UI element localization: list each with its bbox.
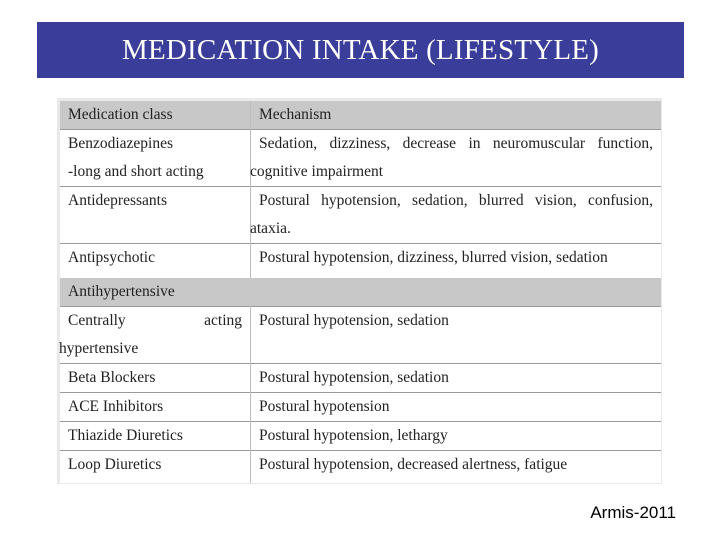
class-name: Beta Blockers (60, 364, 251, 393)
row-mechanism-cell (251, 130, 662, 187)
row-mechanism-cell (251, 187, 662, 244)
mechanism-text: Postural hypotension, sedation (251, 307, 662, 364)
class-subtitle: -long and short acting (68, 163, 204, 180)
class-name (68, 307, 242, 335)
table-row (60, 451, 661, 484)
header-medication-class: Medication class (60, 101, 251, 130)
mechanism-text-cont: cognitive impairment (250, 163, 384, 180)
table-row (60, 393, 661, 422)
section-row-antihypertensive (60, 278, 661, 307)
mechanism-text: Postural hypotension (251, 393, 662, 422)
mechanism-text-cont: ataxia. (250, 220, 291, 237)
mechanism-text: Postural hypotension, sedation (251, 364, 662, 393)
table-row (60, 422, 661, 451)
mechanism-text: Postural hypotension, decreased alertness, fatigue (251, 451, 662, 484)
table-row (60, 187, 661, 244)
medication-table (60, 101, 661, 483)
class-name: Antidepressants (68, 192, 168, 209)
mechanism-text: Postural hypotension, dizziness, blurred vision, sedation (251, 244, 662, 279)
class-name-cont: hypertensive (59, 340, 139, 357)
credit-text: Armis-2011 (590, 503, 676, 522)
mechanism-text: Sedation, dizziness, decrease in neuromuscular function, (259, 135, 653, 152)
class-name: Thiazide Diuretics (60, 422, 251, 451)
class-name-part: acting (204, 312, 242, 329)
class-name: Antipsychotic (60, 244, 251, 279)
header-mechanism: Mechanism (251, 101, 662, 130)
mechanism-text: Postural hypotension, sedation, blurred vision, confusion, (259, 192, 653, 209)
table-row (60, 307, 661, 364)
class-name: ACE Inhibitors (60, 393, 251, 422)
slide-title: MEDICATION INTAKE (LIFESTYLE) (121, 33, 600, 66)
section-label: Antihypertensive (60, 278, 661, 307)
class-name-part: Centrally (68, 312, 126, 329)
row-class-cell (60, 307, 251, 364)
table-row (60, 244, 661, 279)
table-row (60, 364, 661, 393)
medication-table-container (57, 98, 662, 484)
row-class-cell (60, 130, 251, 187)
row-class-cell (60, 187, 251, 244)
table-row (60, 130, 661, 187)
class-name: Benzodiazepines (68, 135, 174, 152)
title-bar (37, 22, 684, 78)
class-name: Loop Diuretics (60, 451, 251, 484)
table-header-row (60, 101, 661, 130)
mechanism-text: Postural hypotension, lethargy (251, 422, 662, 451)
